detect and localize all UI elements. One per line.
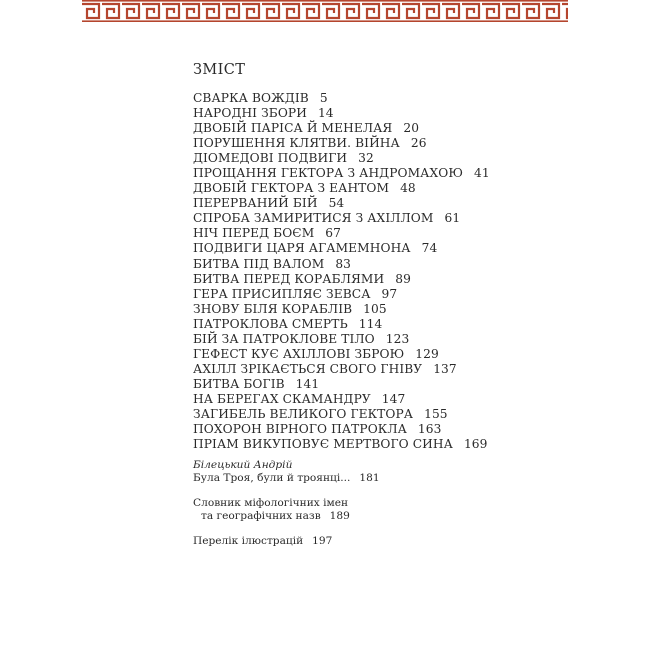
toc-entry[interactable] xyxy=(193,392,553,407)
toc-entry[interactable] xyxy=(193,302,553,317)
toc-entry-page: 5 xyxy=(319,91,328,105)
toc-entry-title: АХІЛЛ ЗРІКАЄТЬСЯ СВОГО ГНІВУ xyxy=(193,361,423,376)
toc-entry[interactable] xyxy=(193,347,553,362)
toc-entry-title: ДІОМЕДОВІ ПОДВИГИ xyxy=(193,151,348,166)
illustrations-entry[interactable] xyxy=(193,535,553,548)
toc-entry-page: 83 xyxy=(335,256,352,271)
toc-entry[interactable] xyxy=(193,136,553,151)
essay-author: Білецький Андрій xyxy=(193,459,293,472)
toc-entry-title: ДВОБІЙ ГЕКТОРА З ЕАНТОМ xyxy=(193,181,390,196)
toc-entry-page: 14 xyxy=(317,106,334,121)
toc-entry-title: ПЕРЕРВАНИЙ БІЙ xyxy=(193,196,318,211)
toc-entry-page: 54 xyxy=(328,196,345,211)
toc-entry[interactable] xyxy=(193,362,553,377)
toc-title: ЗМІСТ xyxy=(193,62,246,78)
glossary-title-line2: та географічних назв xyxy=(201,510,321,523)
toc-entry[interactable] xyxy=(193,121,553,136)
toc-entry-title: СВАРКА ВОЖДІВ xyxy=(193,91,309,105)
toc-entry-page: 97 xyxy=(381,286,398,301)
toc-entry[interactable] xyxy=(193,91,553,106)
glossary-title-line1: Словник міфологічних імен xyxy=(193,497,349,510)
toc-entry-title: ПОДВИГИ ЦАРЯ АГАМЕМНОНА xyxy=(193,241,411,256)
toc-entry[interactable] xyxy=(193,422,553,437)
toc-entry-page: 114 xyxy=(358,316,383,331)
illustrations-label: Перелік ілюстрацій xyxy=(193,535,304,548)
toc-entry-page: 20 xyxy=(403,121,420,136)
toc-entry-page: 32 xyxy=(358,151,374,166)
table-of-contents xyxy=(193,62,553,548)
essay-page: 181 xyxy=(359,472,380,485)
toc-entry[interactable] xyxy=(193,241,553,256)
toc-entry-title: ПАТРОКЛОВА СМЕРТЬ xyxy=(193,316,348,331)
toc-entry-page: 129 xyxy=(415,346,439,361)
toc-entry-title: СПРОБА ЗАМИРИТИСЯ З АХІЛЛОМ xyxy=(193,211,434,226)
toc-entry-title: ДВОБІЙ ПАРІСА Й МЕНЕЛАЯ xyxy=(193,121,393,136)
toc-entry-title: БИТВА ПЕРЕД КОРАБЛЯМИ xyxy=(193,271,385,286)
toc-entry[interactable] xyxy=(193,437,553,452)
toc-entry-title: ГЕФЕСТ КУЄ АХІЛЛОВІ ЗБРОЮ xyxy=(193,346,405,361)
toc-entry[interactable] xyxy=(193,287,553,302)
glossary-page: 189 xyxy=(329,510,350,523)
toc-entry-page: 163 xyxy=(417,422,442,437)
toc-entry-page: 141 xyxy=(295,376,320,391)
toc-entry-title: БІЙ ЗА ПАТРОКЛОВЕ ТІЛО xyxy=(193,331,375,346)
toc-entry-title: НА БЕРЕГАХ СКАМАНДРУ xyxy=(193,391,371,406)
glossary-entry[interactable] xyxy=(193,497,553,523)
toc-entry-page: 41 xyxy=(474,166,490,181)
illustrations-page: 197 xyxy=(312,535,333,548)
toc-entry[interactable] xyxy=(193,211,553,226)
toc-entry-title: ЗНОВУ БІЛЯ КОРАБЛІВ xyxy=(193,301,353,316)
greek-key-border xyxy=(82,0,568,22)
toc-entry[interactable] xyxy=(193,407,553,422)
toc-entry[interactable] xyxy=(193,272,553,287)
toc-entry-page: 155 xyxy=(424,406,448,421)
toc-entry-title: НАРОДНІ ЗБОРИ xyxy=(193,106,307,121)
toc-entry[interactable] xyxy=(193,257,553,272)
toc-entry[interactable] xyxy=(193,166,553,181)
essay-entry[interactable] xyxy=(193,472,553,485)
toc-entry-page: 105 xyxy=(363,301,387,316)
toc-entry[interactable] xyxy=(193,196,553,211)
toc-entry-page: 89 xyxy=(395,271,411,286)
toc-entry-page: 147 xyxy=(381,391,406,406)
toc-entry[interactable] xyxy=(193,332,553,347)
toc-list xyxy=(193,91,553,452)
toc-entry[interactable] xyxy=(193,151,553,166)
essay-title: Була Троя, були й троянці... xyxy=(193,472,351,485)
toc-entry-title: БИТВА ПІД ВАЛОМ xyxy=(193,256,325,271)
toc-entry[interactable] xyxy=(193,317,553,332)
toc-entry[interactable] xyxy=(193,181,553,196)
toc-entry-page: 48 xyxy=(400,181,416,196)
toc-entry[interactable] xyxy=(193,377,553,392)
toc-entry-page: 67 xyxy=(325,226,342,241)
toc-entry-page: 123 xyxy=(385,331,410,346)
toc-entry-title: ПРІАМ ВИКУПОВУЄ МЕРТВОГО СИНА xyxy=(193,437,453,452)
toc-entry-page: 61 xyxy=(444,211,461,226)
toc-entry-page: 169 xyxy=(463,437,488,452)
toc-entry-page: 74 xyxy=(421,241,438,256)
toc-entry-title: ПОРУШЕННЯ КЛЯТВИ. ВІЙНА xyxy=(193,136,400,151)
toc-entry-title: БИТВА БОГІВ xyxy=(193,376,285,391)
toc-entry-title: ПРОЩАННЯ ГЕКТОРА З АНДРОМАХОЮ xyxy=(193,166,464,181)
toc-entry-title: ЗАГИБЕЛЬ ВЕЛИКОГО ГЕКТОРА xyxy=(193,406,414,421)
toc-entry[interactable] xyxy=(193,226,553,241)
toc-entry-page: 26 xyxy=(410,136,427,151)
toc-entry-title: ПОХОРОН ВІРНОГО ПАТРОКЛА xyxy=(193,422,407,437)
toc-entry-title: НІЧ ПЕРЕД БОЄМ xyxy=(193,226,315,241)
toc-entry[interactable] xyxy=(193,106,553,121)
toc-entry-title: ГЕРА ПРИСИПЛЯЄ ЗЕВСА xyxy=(193,286,371,301)
toc-entry-page: 137 xyxy=(433,361,457,376)
